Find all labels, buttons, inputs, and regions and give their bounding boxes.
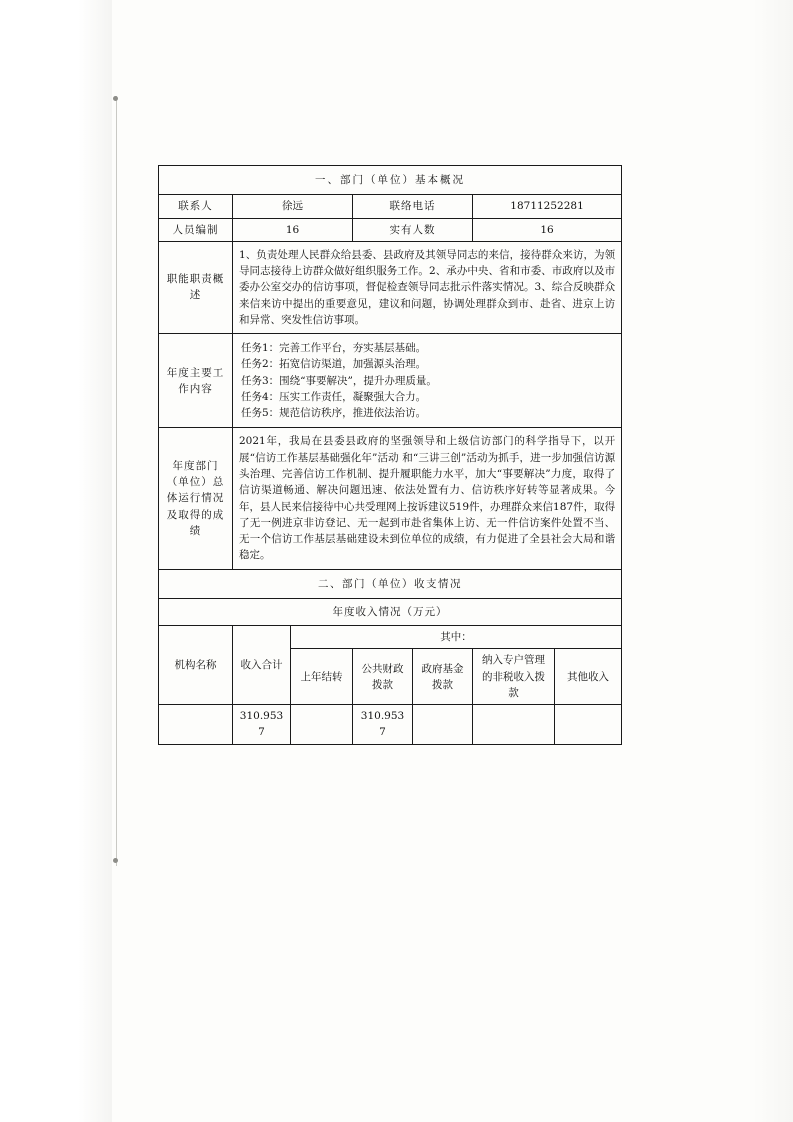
- cell-gov-fund: [413, 705, 473, 745]
- task-item: 任务3：围绕“事要解决”，提升办理质量。: [241, 374, 437, 387]
- table-row-income-header-1: [159, 626, 622, 649]
- task-item: 任务1：完善工作平台，夯实基层基础。: [241, 342, 427, 355]
- cell-income-total: 310.9537: [233, 705, 291, 745]
- actual-staff-label: 实有人数: [353, 218, 473, 241]
- cell-public-finance: 310.9537: [353, 705, 413, 745]
- table-row-overall: [159, 428, 622, 569]
- table-row-work-content: [159, 334, 622, 428]
- table-row-income-data: [159, 705, 622, 745]
- duties-text: 1、负责处理人民群众给县委、县政府及其领导同志的来信，接待群众来访，为领导同志接待上访群众做好组织服务工作。2、承办中央、省和市委、市政府以及市委办公室交办的信访事项，督促检查领导同志批示件落实情况。3、综合反映群众来信来访中提出的重要意见，建议和问题，协调处理群众到市、赴省、进京上访和异常、突发性信访事项。: [233, 241, 622, 333]
- task-item: 任务5：规范信访秩序，推进依法治访。: [241, 407, 427, 420]
- header-other-income: 其他收入: [555, 649, 622, 705]
- cell-other-income: [555, 705, 622, 745]
- table-row-duties: [159, 241, 622, 333]
- staffing-value: 16: [233, 218, 353, 241]
- cell-last-year-balance: [291, 705, 353, 745]
- duties-label: 职能职责概述: [159, 241, 233, 333]
- header-special-account: 纳入专户管理的非税收入拨款: [473, 649, 555, 705]
- task-item: 任务2：拓宽信访渠道，加强源头治理。: [241, 358, 427, 371]
- contact-label: 联系人: [159, 195, 233, 218]
- table-row-contact: [159, 195, 622, 218]
- contact-value: 徐远: [233, 195, 353, 218]
- task-item: 任务4：压实工作责任，凝聚强大合力。: [241, 390, 427, 403]
- work-content-tasks: [233, 334, 622, 428]
- header-among-which: 其中：: [291, 626, 622, 649]
- cell-org-name: [159, 705, 233, 745]
- phone-value: 18711252281: [473, 195, 622, 218]
- section2-subtitle: 年度收入情况（万元）: [159, 598, 622, 625]
- overall-performance-label: 年度部门（单位）总体运行情况及取得的成绩: [159, 428, 233, 569]
- work-content-label: 年度主要工作内容: [159, 334, 233, 428]
- scan-spine-line: [116, 96, 117, 866]
- budget-disclosure-table: [158, 165, 622, 745]
- table-row-staffing: [159, 218, 622, 241]
- overall-performance-text: 2021年，我局在县委县政府的坚强领导和上级信访部门的科学指导下，以开展“信访工作基层基础强化年”活动 和“三讲三创”活动为抓手，进一步加强信访源头治理、完善信访工作机制、提升履职能力水平，加大“事要解决”力度，取得了信访渠道畅通、解决问题迅速、依法处置有力、信访秩序好转等显著成果。今年，县人民来信接待中心共受理网上按诉建议519件，办理群众来信187件，取得了无一例进京非访登记、无一起到市赴省集体上访、无一件信访案件处置不当、无一个信访工作基层基础建设未到位单位的成绩，有力促进了全县社会大局和谐稳定。: [233, 428, 622, 569]
- section2-title: 二、部门（单位）收支情况: [159, 569, 622, 598]
- table-row-section2-title: [159, 569, 622, 598]
- header-org-name: 机构名称: [159, 626, 233, 705]
- header-gov-fund: 政府基金拨款: [413, 649, 473, 705]
- scan-right-fade: [753, 0, 793, 1122]
- staffing-label: 人员编制: [159, 218, 233, 241]
- phone-label: 联络电话: [353, 195, 473, 218]
- section1-title: 一、部门（单位）基本概况: [159, 166, 622, 195]
- scan-spine-dot-bottom: [113, 858, 118, 863]
- header-income-total: 收入合计: [233, 626, 291, 705]
- cell-special-account: [473, 705, 555, 745]
- actual-staff-value: 16: [473, 218, 622, 241]
- scan-left-edge: [0, 0, 112, 1122]
- table-row-section1-title: [159, 166, 622, 195]
- scan-spine-dot-top: [113, 96, 118, 101]
- table-row-section2-subtitle: [159, 598, 622, 625]
- header-last-year-balance: 上年结转: [291, 649, 353, 705]
- header-public-finance: 公共财政拨款: [353, 649, 413, 705]
